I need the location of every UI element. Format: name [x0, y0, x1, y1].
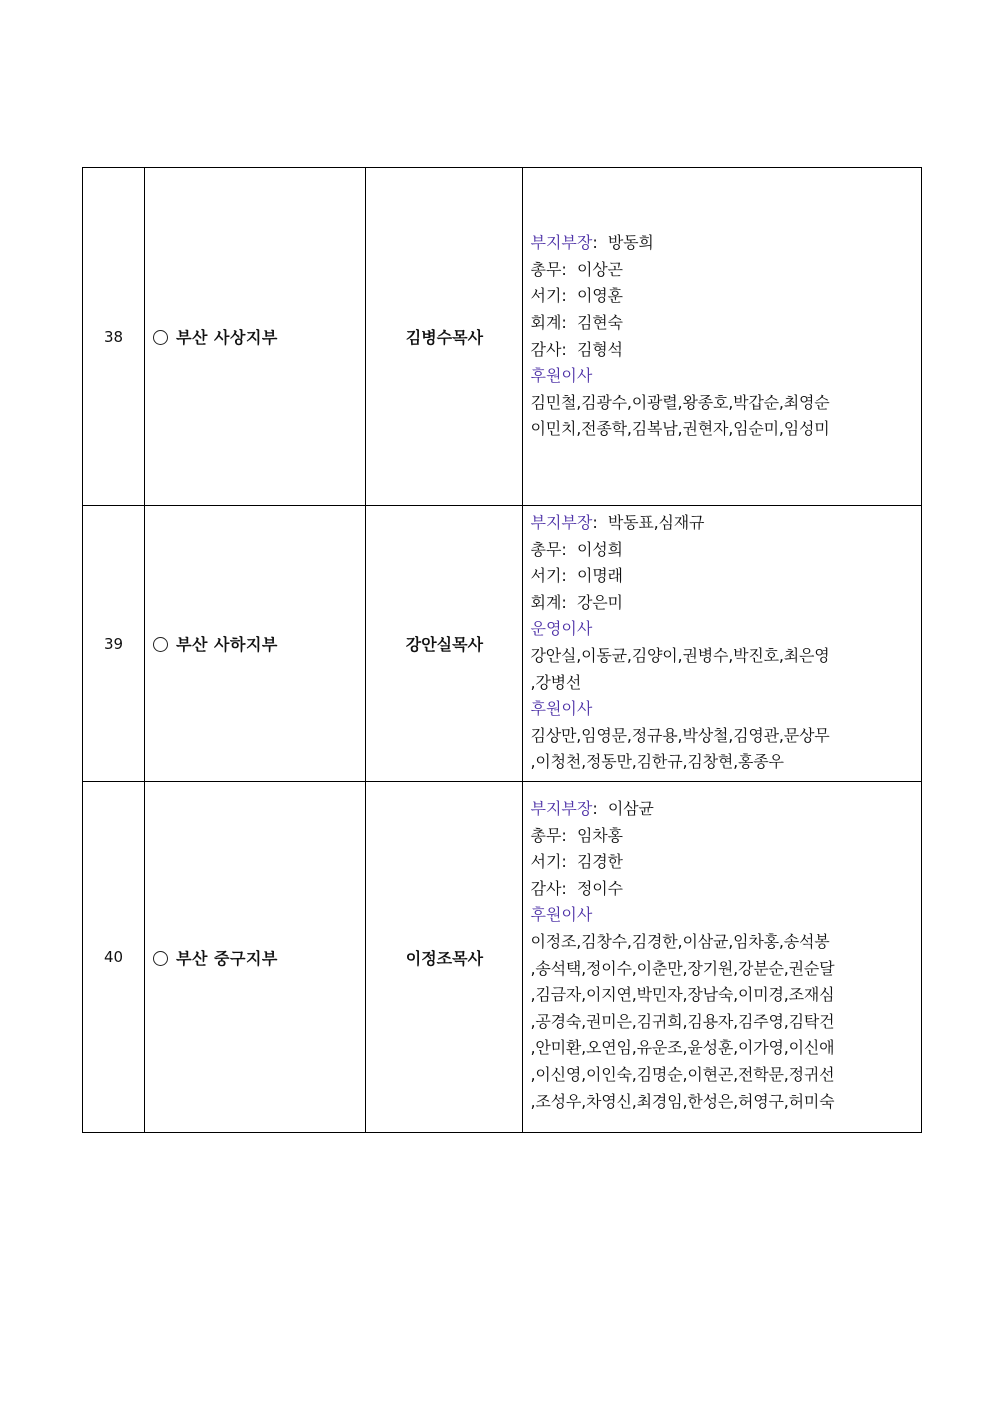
member-names: 이정조,김창수,김경한,이삼균,임차홍,송석봉 — [530, 931, 830, 951]
role-label: 후원이사 — [530, 366, 593, 386]
role-separator: : — [592, 799, 598, 818]
member-line — [530, 902, 915, 929]
branch-name: 부산 사상지부 — [176, 328, 278, 347]
role-label: 후원이사 — [530, 905, 593, 925]
member-names: 김경한 — [576, 852, 623, 872]
member-names: ,공경숙,권미은,김귀희,김용자,김주영,김탁건 — [530, 1011, 835, 1031]
member-line — [530, 823, 915, 850]
branch-cell — [145, 506, 366, 782]
member-line — [530, 643, 915, 670]
role-separator: : — [561, 286, 567, 306]
role-label: 부지부장 — [530, 233, 593, 253]
member-names: 박동표,심재규 — [607, 513, 705, 532]
role-separator: : — [561, 825, 567, 845]
role-label: 총무 — [530, 825, 562, 845]
member-names: 강안실,이동균,김양이,권병수,박진호,최은영 — [530, 645, 830, 665]
member-names: 이상곤 — [576, 259, 623, 279]
member-line — [530, 363, 915, 390]
table-row — [83, 506, 922, 782]
member-line — [530, 696, 915, 723]
role-separator: : — [561, 878, 567, 898]
member-line — [530, 982, 915, 1009]
row-number: 40 — [83, 782, 145, 1133]
member-line — [530, 1009, 915, 1036]
member-names: 이영훈 — [576, 286, 623, 306]
members-list — [530, 510, 915, 776]
member-line — [530, 510, 915, 537]
member-line — [530, 537, 915, 564]
member-names: 이명래 — [576, 566, 623, 586]
branch-head: 강안실목사 — [366, 506, 523, 782]
row-number: 38 — [83, 168, 145, 506]
member-names: 정이수 — [576, 878, 623, 898]
member-names: 김형석 — [576, 339, 623, 359]
role-separator: : — [561, 259, 567, 279]
role-separator: : — [561, 339, 567, 359]
branch-cell — [145, 782, 366, 1133]
role-label: 서기 — [530, 852, 562, 872]
role-label: 서기 — [530, 286, 562, 306]
member-names: ,송석택,정이수,이춘만,장기원,강분순,권순달 — [530, 958, 835, 978]
table-row — [83, 168, 922, 506]
member-names: 김현숙 — [576, 312, 623, 332]
member-names: ,이신영,이인숙,김명순,이현곤,전학문,정귀선 — [530, 1064, 835, 1084]
role-separator: : — [561, 312, 567, 332]
member-names: 김민철,김광수,이광렬,왕종호,박갑순,최영순 — [530, 392, 830, 412]
role-label: 서기 — [530, 566, 562, 586]
branch-name: 부산 사하지부 — [176, 635, 278, 654]
member-names: 강은미 — [576, 592, 623, 612]
branch-name: 부산 중구지부 — [176, 948, 278, 968]
member-line — [530, 563, 915, 590]
member-names: ,조성우,차영신,최경임,한성은,허영구,허미숙 — [530, 1091, 835, 1111]
role-label: 부지부장 — [530, 799, 593, 818]
members-cell — [523, 168, 922, 506]
members-list — [530, 796, 915, 1115]
member-line — [530, 849, 915, 876]
member-names: 김상만,임영문,정규용,박상철,김영관,문상무 — [530, 725, 830, 745]
role-label: 감사 — [530, 878, 562, 898]
member-line — [530, 230, 915, 257]
member-line — [530, 590, 915, 617]
role-label: 운영이사 — [530, 619, 593, 639]
circle-icon — [153, 637, 168, 652]
member-names: ,김금자,이지연,박민자,장남숙,이미경,조재심 — [530, 985, 835, 1005]
branch-cell — [145, 168, 366, 506]
circle-icon — [153, 330, 168, 345]
role-label: 총무 — [530, 539, 562, 559]
member-names: 이삼균 — [607, 799, 654, 818]
member-names: 임차홍 — [576, 825, 623, 845]
role-separator: : — [592, 233, 598, 253]
member-line — [530, 876, 915, 903]
role-separator: : — [592, 513, 598, 532]
member-names: 이성희 — [576, 539, 623, 559]
circle-icon — [153, 951, 168, 966]
branch-officers-table — [82, 167, 922, 1133]
role-label: 후원이사 — [530, 699, 593, 719]
role-label: 회계 — [530, 312, 562, 332]
members-list — [530, 230, 915, 443]
branch-head: 이정조목사 — [366, 782, 523, 1133]
member-line — [530, 257, 915, 284]
member-line — [530, 1089, 915, 1116]
table-row — [83, 782, 922, 1133]
member-names: ,이청천,정동만,김한규,김창현,홍종우 — [530, 752, 784, 772]
role-label: 감사 — [530, 339, 562, 359]
member-line — [530, 796, 915, 823]
member-names: ,안미환,오연임,유운조,윤성훈,이가영,이신애 — [530, 1038, 835, 1058]
member-names: 방동희 — [607, 233, 654, 253]
member-line — [530, 670, 915, 697]
member-line — [530, 749, 915, 776]
member-line — [530, 283, 915, 310]
table-body — [83, 168, 922, 1133]
role-label: 회계 — [530, 592, 562, 612]
member-line — [530, 416, 915, 443]
role-label: 총무 — [530, 259, 562, 279]
role-separator: : — [561, 566, 567, 586]
member-line — [530, 390, 915, 417]
members-cell — [523, 782, 922, 1133]
role-label: 부지부장 — [530, 513, 593, 532]
role-separator: : — [561, 539, 567, 559]
member-line — [530, 1035, 915, 1062]
members-cell — [523, 506, 922, 782]
member-line — [530, 616, 915, 643]
branch-head: 김병수목사 — [366, 168, 523, 506]
member-line — [530, 929, 915, 956]
member-names: ,강병선 — [530, 672, 582, 692]
role-separator: : — [561, 852, 567, 872]
member-names: 이민치,전종학,김복남,권현자,임순미,임성미 — [530, 419, 830, 439]
member-line — [530, 956, 915, 983]
member-line — [530, 337, 915, 364]
member-line — [530, 310, 915, 337]
member-line — [530, 723, 915, 750]
role-separator: : — [561, 592, 567, 612]
row-number: 39 — [83, 506, 145, 782]
member-line — [530, 1062, 915, 1089]
